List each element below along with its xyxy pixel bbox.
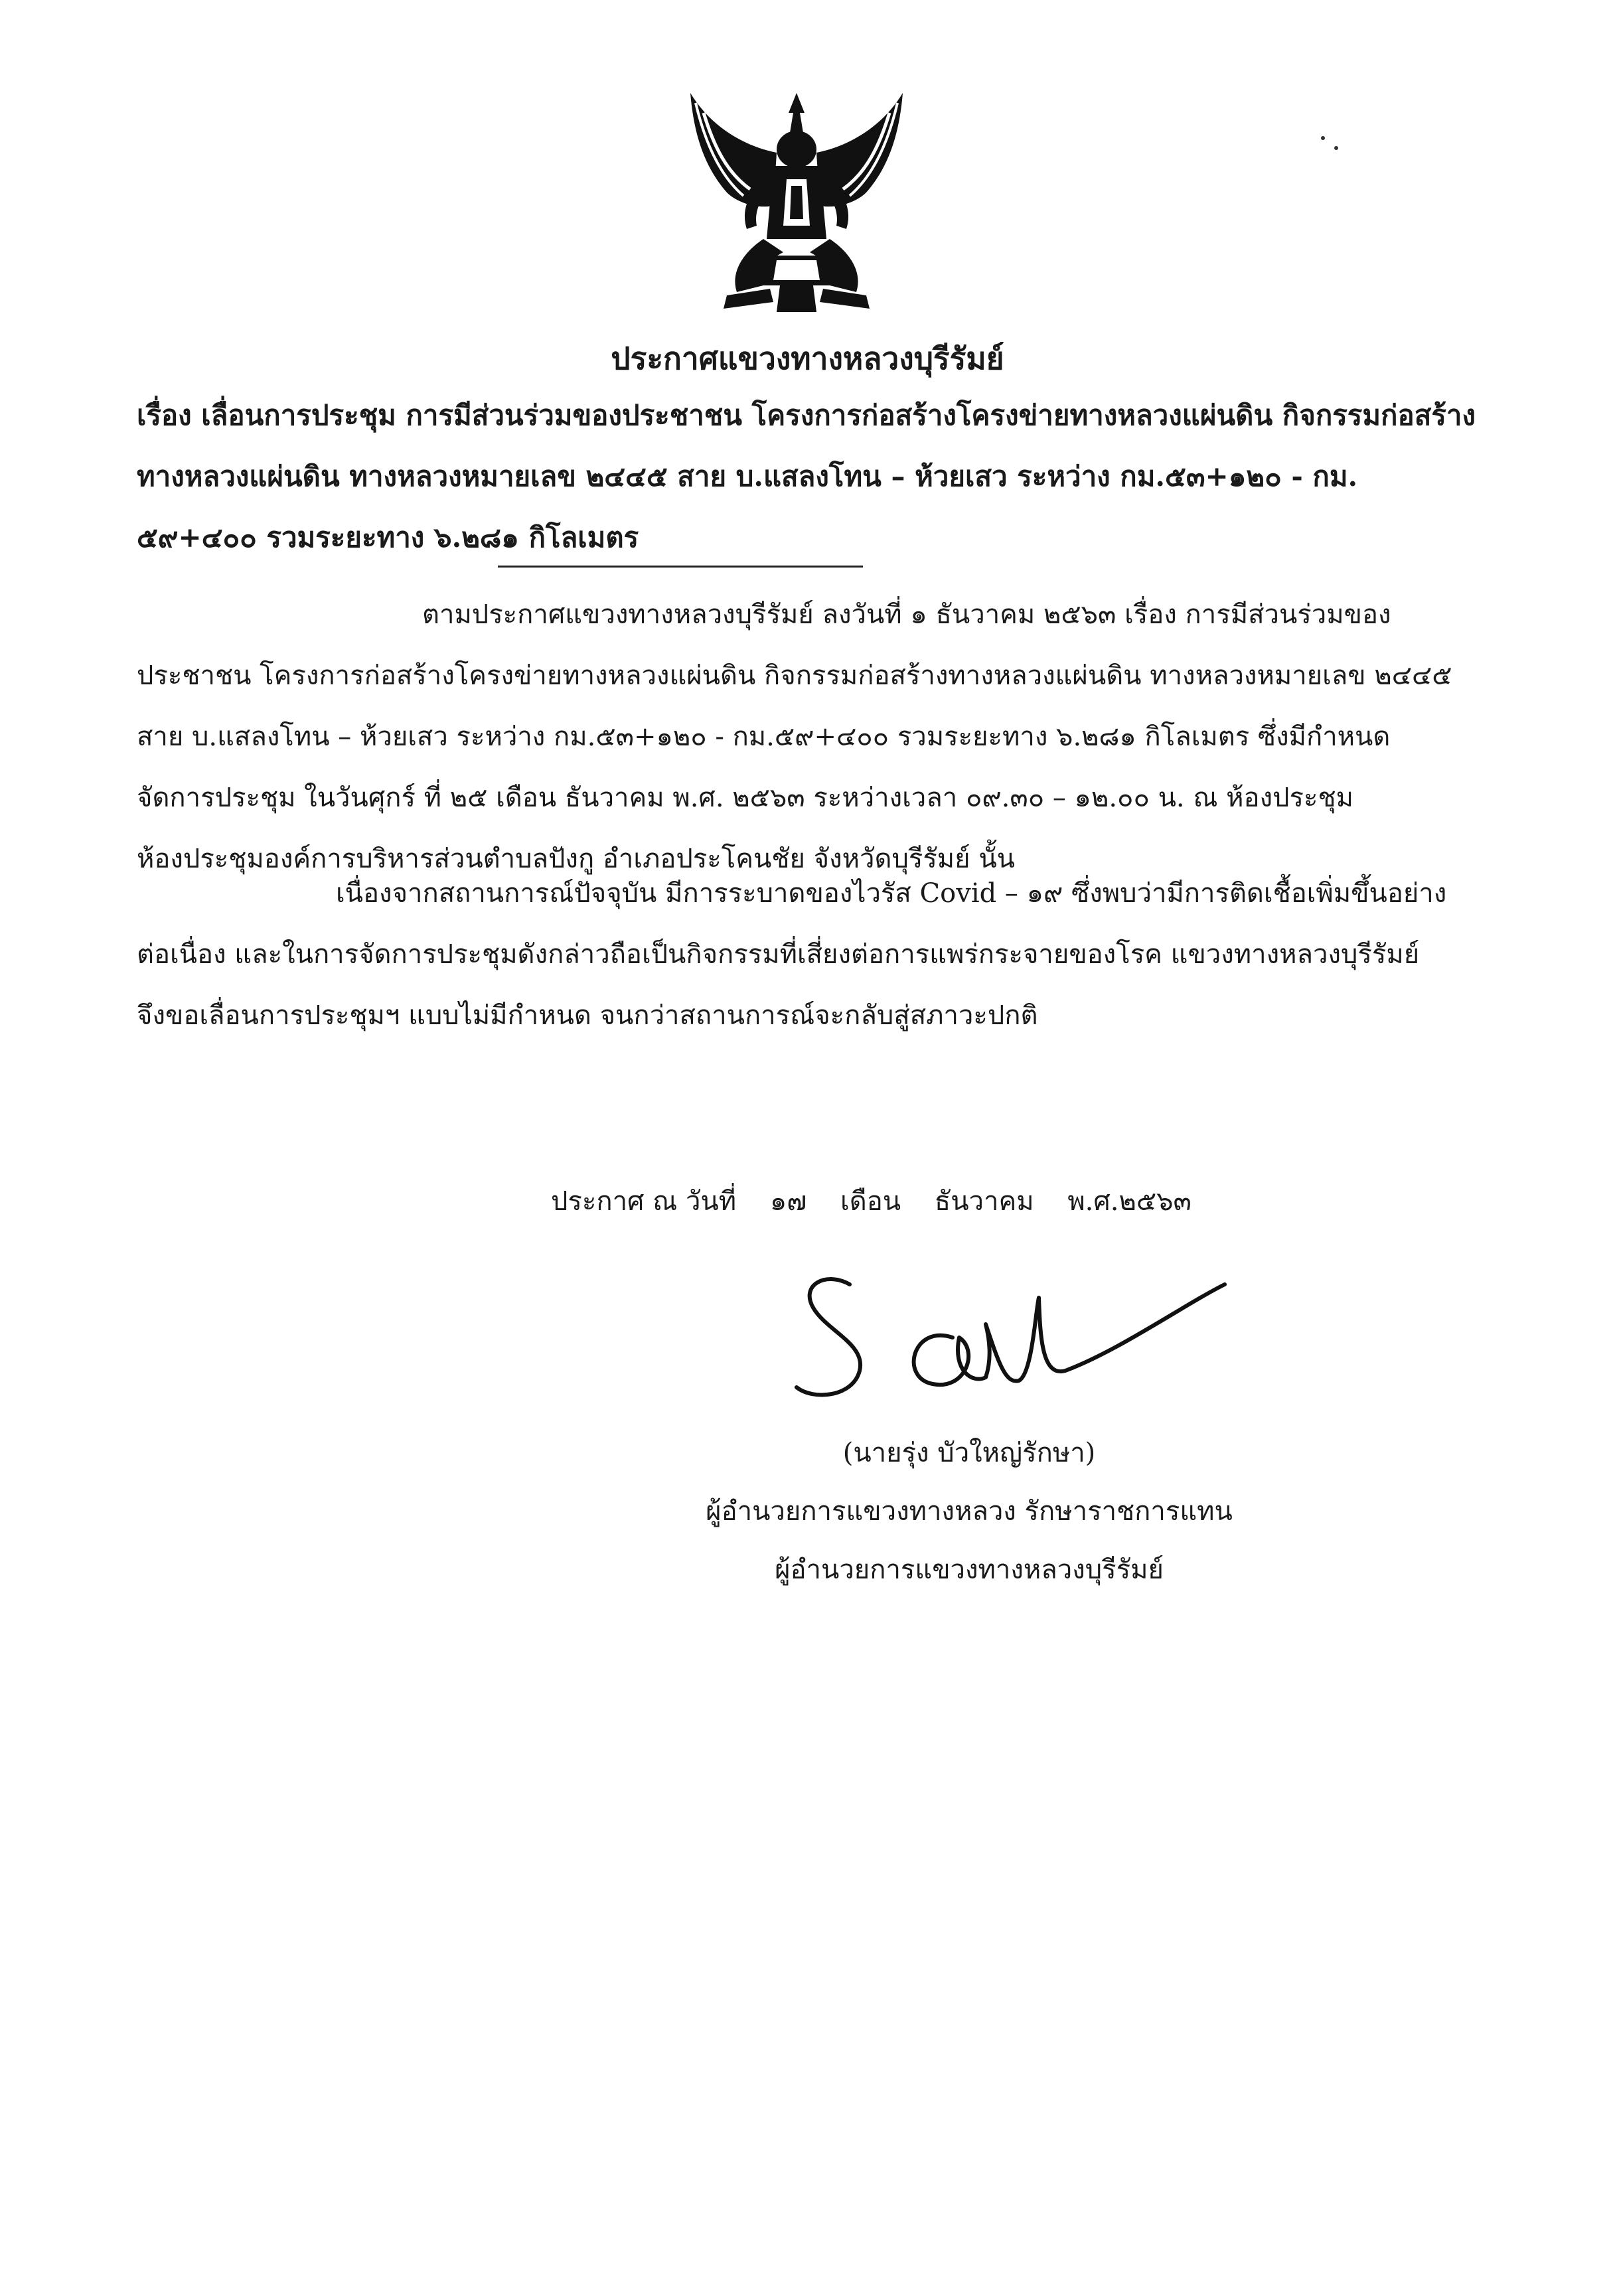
- document-title: ประกาศแขวงทางหลวงบุรีรัมย์: [611, 341, 1004, 376]
- dateline-day: ๑๗: [769, 1186, 807, 1217]
- separator-rule: [498, 566, 863, 568]
- subject-line: ทางหลวงแผ่นดิน ทางหลวงหมายเลข ๒๔๔๕ สาย บ.แสลงโทน – ห้วยเสว ระหว่าง กม.๕๓+๑๒๐ - กม.: [137, 460, 1358, 493]
- garuda-emblem-icon: [664, 86, 929, 319]
- dateline-year: พ.ศ.๒๕๖๓: [1067, 1186, 1192, 1217]
- dateline-month: ธันวาคม: [934, 1186, 1034, 1217]
- signer-block: [664, 1424, 1274, 1599]
- paragraph-line: จัดการประชุม ในวันศุกร์ ที่ ๒๕ เดือน ธันวาคม พ.ศ. ๒๕๖๓ ระหว่างเวลา ๐๙.๓๐ – ๑๒.๐๐ น. ณ ห้องประชุม: [137, 783, 1353, 813]
- paragraph-line: ห้องประชุมองค์การบริหารส่วนตำบลปังกู อำเภอประโคนชัย จังหวัดบุรีรัมย์ นั้น: [137, 844, 1016, 874]
- signer-name: (นายรุ่ง บัวใหญ่รักษา): [842, 1438, 1096, 1468]
- dateline-prefix: ประกาศ ณ วันที่: [551, 1186, 737, 1217]
- handwritten-signature: [787, 1258, 1238, 1417]
- scan-speck: [1334, 146, 1338, 150]
- paragraph-reference: [137, 584, 1478, 889]
- scan-speck: [1321, 136, 1325, 140]
- subject-line: ๕๙+๔๐๐ รวมระยะทาง ๖.๒๘๑ กิโลเมตร: [137, 521, 639, 554]
- paragraph-line: เนื่องจากสถานการณ์ปัจจุบัน มีการระบาดของไวรัส Covid – ๑๙ ซึ่งพบว่ามีการติดเชื้อเพิ่มขึ้นอย่าง: [336, 878, 1447, 909]
- signer-position: ผู้อำนวยการแขวงทางหลวง รักษาราชการแทน: [706, 1496, 1233, 1527]
- paragraph-line: ตามประกาศแขวงทางหลวงบุรีรัมย์ ลงวันที่ ๑ ธันวาคม ๒๕๖๓ เรื่อง การมีส่วนร่วมของ: [422, 599, 1391, 630]
- signer-position: ผู้อำนวยการแขวงทางหลวงบุรีรัมย์: [775, 1555, 1164, 1585]
- paragraph-line: จึงขอเลื่อนการประชุมฯ แบบไม่มีกำหนด จนกว่าสถานการณ์จะกลับสู่สภาวะปกติ: [137, 1000, 1038, 1031]
- subject-line: เรื่อง เลื่อนการประชุม การมีส่วนร่วมของประชาชน โครงการก่อสร้างโครงข่ายทางหลวงแผ่นดิน กิจกรรมก่อสร้าง: [137, 399, 1476, 431]
- subject-block: [137, 385, 1478, 568]
- paragraph-reason: [137, 863, 1478, 1046]
- paragraph-line: ต่อเนื่อง และในการจัดการประชุมดังกล่าวถือเป็นกิจกรรมที่เสี่ยงต่อการแพร่กระจายของโรค แขวงทางหลวงบุรีรัมย์: [137, 939, 1420, 970]
- dateline-month-label: เดือน: [840, 1186, 901, 1217]
- paragraph-line: ประชาชน โครงการก่อสร้างโครงข่ายทางหลวงแผ่นดิน กิจกรรมก่อสร้างทางหลวงแผ่นดิน ทางหลวงหมายเลข ๒๔๔๕: [137, 660, 1452, 691]
- announcement-dateline: [551, 1178, 1217, 1225]
- paragraph-line: สาย บ.แสลงโทน – ห้วยเสว ระหว่าง กม.๕๓+๑๒๐ - กม.๕๙+๔๐๐ รวมระยะทาง ๖.๒๘๑ กิโลเมตร ซึ่งมีกำหนด: [137, 722, 1391, 752]
